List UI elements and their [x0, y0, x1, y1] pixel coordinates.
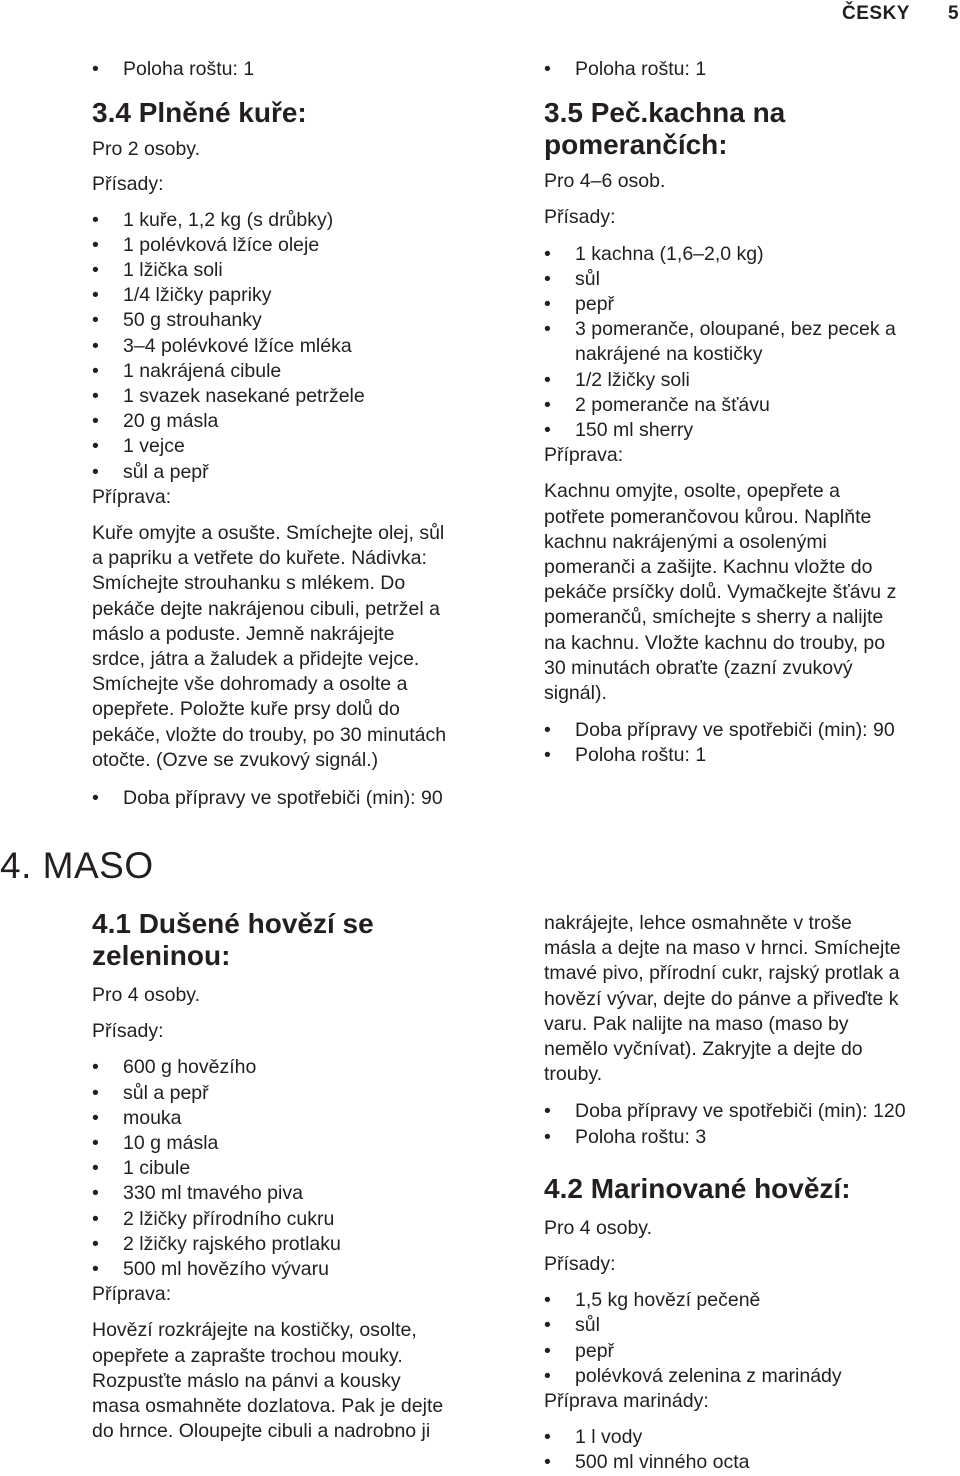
- ingredient-item: • 1 vejce: [92, 434, 512, 459]
- prep-text: [92, 1318, 512, 1444]
- language-label: ČESKY: [842, 3, 910, 24]
- prep-line: nakrájejte, lehce osmahněte v troše: [544, 912, 852, 934]
- bullet-list: [92, 57, 512, 82]
- ingredients-label: Přísady:: [92, 173, 164, 196]
- ingredients-label: Přísady:: [544, 206, 616, 229]
- ingredient-item: • pepř: [544, 1339, 960, 1364]
- bullet-list: [544, 1099, 960, 1149]
- title-line: zeleninou:: [92, 940, 231, 971]
- prep-line: Kuře omyjte a osušte. Smíchejte olej, sůl: [92, 522, 445, 545]
- ingredient-item: • 2 lžičky přírodního cukru: [92, 1207, 512, 1232]
- recipe-title: 3.4 Plněné kuře:: [92, 97, 307, 129]
- recipe-4-1: [92, 908, 512, 1444]
- bullet-list: [544, 57, 960, 82]
- recipe-title: [544, 97, 960, 161]
- prep-line: masa osmahněte dozlatova. Pak je dejte: [92, 1395, 444, 1418]
- servings: Pro 4 osoby.: [544, 1216, 653, 1239]
- prep-line: signál).: [544, 682, 607, 705]
- prep-line: nemělo vyčnívat). Zakryjte a dejte do: [544, 1038, 863, 1061]
- ingredient-item: • sůl a pepř: [92, 1081, 512, 1106]
- ingredient-item: • 1/2 lžičky soli: [544, 368, 960, 393]
- list-item: • Poloha roštu: 1: [544, 743, 960, 768]
- ingredient-item: • 1,5 kg hovězí pečeně: [544, 1288, 960, 1313]
- marinade-label: Příprava marinády:: [544, 1390, 709, 1413]
- servings: Pro 4 osoby.: [92, 984, 201, 1006]
- ingredient-item: • 1 svazek nasekané petržele: [92, 384, 512, 409]
- prep-line: pomeranči a zašijte. Kachnu vložte do: [544, 556, 873, 579]
- prep-line: trouby.: [544, 1063, 603, 1086]
- bullet-list: [92, 786, 512, 811]
- ingredient-item: • 1 lžička soli: [92, 258, 512, 283]
- prep-line: otočte. (Ozve se zvukový signál.): [92, 748, 379, 771]
- prep-line: pekáče, vložte do trouby, po 30 minutách: [92, 723, 447, 746]
- prep-line: tmavé pivo, přírodní cukr, rajský protlak a: [544, 962, 900, 985]
- prep-line: na kachnu. Vložte kachnu do trouby, po: [544, 631, 886, 654]
- list-item: • Poloha roštu: 3: [544, 1125, 960, 1150]
- list-item: • Doba přípravy ve spotřebiči (min): 90: [544, 718, 960, 743]
- servings: Pro 4–6 osob.: [544, 170, 666, 193]
- ingredients-list: [92, 1055, 512, 1282]
- page-number: 5: [948, 3, 960, 24]
- prep-text: [544, 479, 960, 706]
- ingredient-item: • 1 nakrájená cibule: [92, 359, 512, 384]
- ingredient-item: • 1 kuře, 1,2 kg (s drůbky): [92, 208, 512, 233]
- recipe-3-4: [92, 57, 512, 811]
- list-item: • Poloha roštu: 1: [544, 57, 960, 82]
- ingredient-item: • pepř: [544, 292, 960, 317]
- recipe-title: [92, 908, 512, 972]
- list-item: • Poloha roštu: 1: [92, 57, 512, 82]
- ingredient-item: • polévková zelenina z marinády: [544, 1364, 960, 1389]
- servings: Pro 2 osoby.: [92, 138, 201, 161]
- ingredient-item: • 1/4 lžičky papriky: [92, 283, 512, 308]
- prep-line: Smíchejte vše dohromady a osolte a: [92, 673, 408, 696]
- prep-line: Kachnu omyjte, osolte, opepřete a: [544, 480, 840, 503]
- marinade-item: • 1 l vody: [544, 1425, 960, 1450]
- ingredient-item: • 150 ml sherry: [544, 418, 960, 443]
- list-item: • Doba přípravy ve spotřebiči (min): 90: [92, 786, 512, 811]
- ingredient-item: • 3–4 polévkové lžíce mléka: [92, 334, 512, 359]
- list-item: • Doba přípravy ve spotřebiči (min): 120: [544, 1099, 960, 1124]
- prep-line: srdce, játra a žaludek a přidejte vejce.: [92, 648, 420, 671]
- prep-line: varu. Pak nalijte na maso (maso by: [544, 1012, 849, 1035]
- prep-text: [544, 911, 960, 1087]
- prep-line: pomerančů, smíchejte s sherry a nalijte: [544, 606, 884, 629]
- prep-line: do hrnce. Oloupejte cibuli a nadrobno ji: [92, 1420, 431, 1443]
- prep-label: Příprava:: [544, 444, 624, 467]
- prep-line: opepřete a zaprašte trochou mouky.: [92, 1344, 403, 1367]
- ingredient-item: • sůl: [544, 267, 960, 292]
- ingredient-item: • sůl: [544, 1313, 960, 1338]
- ingredient-item: • 1 kachna (1,6–2,0 kg): [544, 242, 960, 267]
- recipe-3-5: [544, 57, 960, 769]
- prep-line: Hovězí rozkrájejte na kostičky, osolte,: [92, 1319, 417, 1342]
- prep-line: 30 minutách obraťte (zazní zvukový: [544, 656, 853, 679]
- ingredients-list: [544, 242, 960, 444]
- ingredient-item: • 50 g strouhanky: [92, 308, 512, 333]
- title-line: 3.5 Peč.kachna na: [544, 97, 786, 129]
- prep-text: [92, 521, 512, 773]
- prep-line: a papriku a vetřete do kuřete. Nádivka:: [92, 547, 427, 570]
- prep-line: pekáče dejte nakrájenou cibuli, petržel a: [92, 597, 440, 620]
- ingredient-item: • sůl a pepř: [92, 460, 512, 485]
- prep-label: Příprava:: [92, 485, 172, 508]
- title-line: pomerančích:: [544, 129, 728, 161]
- prep-label: Příprava:: [92, 1283, 172, 1306]
- ingredient-item: • 330 ml tmavého piva: [92, 1181, 512, 1206]
- ingredient-item: • 10 g másla: [92, 1131, 512, 1156]
- marinade-item: • 500 ml vinného octa: [544, 1450, 960, 1475]
- prep-line: Smíchejte strouhanku s mlékem. Do: [92, 572, 406, 595]
- ingredient-item: • 1 polévková lžíce oleje: [92, 233, 512, 258]
- prep-line: másla a dejte na maso v hrnci. Smíchejte: [544, 937, 901, 960]
- ingredient-item: • 2 lžičky rajského protlaku: [92, 1232, 512, 1257]
- prep-line: opepřete. Položte kuře prsy dolů do: [92, 698, 400, 721]
- prep-line: hovězí vývar, dejte do pánve a přiveďte k: [544, 987, 899, 1010]
- marinade-list: [544, 1425, 960, 1475]
- ingredients-label: Přísady:: [544, 1253, 616, 1276]
- ingredients-list: [92, 208, 512, 485]
- bullet-list: [544, 718, 960, 768]
- section-title: 4. MASO: [0, 845, 154, 886]
- ingredient-item: • 20 g másla: [92, 409, 512, 434]
- ingredient-item: • mouka: [92, 1106, 512, 1131]
- title-line: 4.1 Dušené hovězí se: [92, 908, 374, 939]
- ingredients-list: [544, 1288, 960, 1389]
- prep-line: kachnu nakrájenými a osolenými: [544, 530, 827, 553]
- prep-line: pekáče prsíčky dolů. Vymačkejte šťávu z: [544, 581, 897, 604]
- recipe-title: 4.2 Marinované hovězí:: [544, 1172, 851, 1204]
- ingredients-label: Přísady:: [92, 1020, 164, 1043]
- ingredient-item: • 500 ml hovězího vývaru: [92, 1257, 512, 1282]
- ingredient-item: • 2 pomeranče na šťávu: [544, 393, 960, 418]
- prep-line: máslo a poduste. Jemně nakrájejte: [92, 622, 395, 645]
- ingredient-item: • 1 cibule: [92, 1156, 512, 1181]
- prep-line: Rozpusťte máslo na pánvi a kousky: [92, 1369, 401, 1392]
- ingredient-item: • 3 pomeranče, oloupané, bez pecek a nakrájené na kostičky: [544, 317, 955, 367]
- prep-line: potřete pomerančovou kůrou. Naplňte: [544, 505, 872, 528]
- recipe-4-1-continued: [544, 911, 960, 1476]
- ingredient-item: • 600 g hovězího: [92, 1055, 512, 1080]
